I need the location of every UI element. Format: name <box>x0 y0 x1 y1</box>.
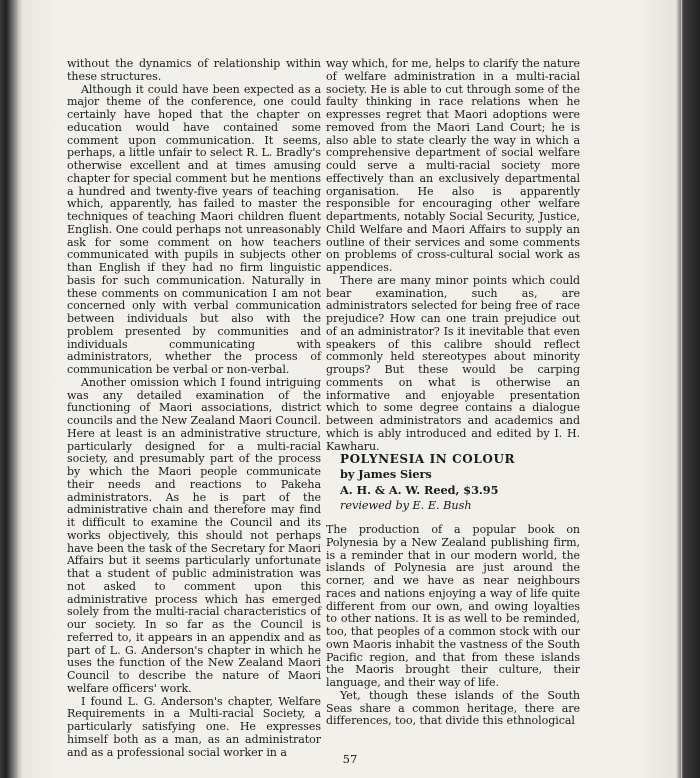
right-column <box>326 58 580 728</box>
review-author: by James Siers <box>340 467 432 481</box>
paragraph: Yet, though these islands of the South Seas share a common heritage, there are differences, too, that divide this ethnological <box>326 688 580 728</box>
paragraph: without the dynamics of relationship within these structures. <box>67 57 321 83</box>
paragraph: Although it could have been expected as a major theme of the conference, one could certainly have hoped that the chapter on education would have contained some comment upon communication. It seems, perhaps, a little unfair to select R. L. Bradly's otherwise excellent and at times amusing chapter for special comment but he mentions a hundred and twenty-five years of teaching which, apparently, has failed to master the techniques of teaching Maori children fluent English. One could perhaps not unreasonably ask for some comment on how teachers communicated with pupils in subjects other than English if they had no firm linguistic basis for such communication. Naturally in these comments on communication I am not concerned only with verbal communication between individuals but also with the problem presented by communities and individuals communicating with administrators, whether the process of communication be verbal or non-verbal. <box>67 82 321 376</box>
paragraph: way which, for me, helps to clarify the nature of welfare administration in a multi-racial society. He is able to cut through some of the faulty thinking in race relations when he expresses regret that Maori adoptions were removed from the Maori Land Court; he is also able to state clearly the way in which a comprehensive department of social welfare could serve a multi-racial society more effectively than an exclusively departmental organisation. He also is apparently responsible for encouraging other welfare departments, notably Social Security, Justice, Child Welfare and Maori Affairs to supply an outline of their services and some comments on problems of cross-cultural social work as appendices. <box>326 57 580 274</box>
left-column <box>67 58 321 759</box>
paragraph: The production of a popular book on Polynesia by a New Zealand publishing firm, is a reminder that in our modern world, the islands of Polynesia are just around the corner, and we have as near neighbours races and nations enjoying a way of life quite different from our own, and owing loyalties to other nations. It is as well to be reminded, too, that peoples of a common stock with our own Maoris inhabit the vastness of the South Pacific region, and that from these islands the Maoris brought their culture, their language, and their way of life. <box>326 523 580 689</box>
review-reviewer: reviewed by E. E. Bush <box>340 499 472 512</box>
review-title: POLYNESIA IN COLOUR <box>340 452 516 467</box>
review-publisher-price: A. H. & A. W. Reed, $3.95 <box>340 483 499 497</box>
paragraph: Another omission which I found intriguing was any detailed examination of the functioning of Maori associations, district councils and the New Zealand Maori Council. Here at least is an administrative structure, particularly designed for a multi-racial society, and presumably part of the process by which the Maori people communicate their needs and reactions to Pakeha administrators. As he is part of the administrative chain and therefore may find it difficult to examine the Council and its works objectively, this should not perhaps have been the task of the Secretary for Maori Affairs but it seems particularly unfortunate that a student of public administration was not asked to comment upon this administrative process which has emerged solely from the multi-racial characteristics of our society. In so far as the Council is referred to, it appears in an appendix and as part of L. G. Anderson's chapter in which he uses the function of the New Zealand Maori Council to describe the nature of Maori welfare officers' work. <box>67 375 321 695</box>
paragraph: There are many minor points which could bear examination, such as, are administrators selected for being free of race prejudice? How can one train prejudice out of an administrator? Is it inevitable that even speakers of this calibre should reflect commonly held stereotypes about minority groups? But these would be carping comments on what is otherwise an informative and enjoyable presentation which to some degree contains a dialogue between administrators and academics and which is ably introduced and edited by I. H. Kawharu. <box>326 273 580 453</box>
paragraph: I found L. G. Anderson's chapter, Welfare Requirements in a Multi-racial Society, a particularly satisfying one. He expresses himself both as a man, as an administrator and as a professional social worker in a <box>67 694 321 759</box>
page-number: 57 <box>342 752 358 766</box>
